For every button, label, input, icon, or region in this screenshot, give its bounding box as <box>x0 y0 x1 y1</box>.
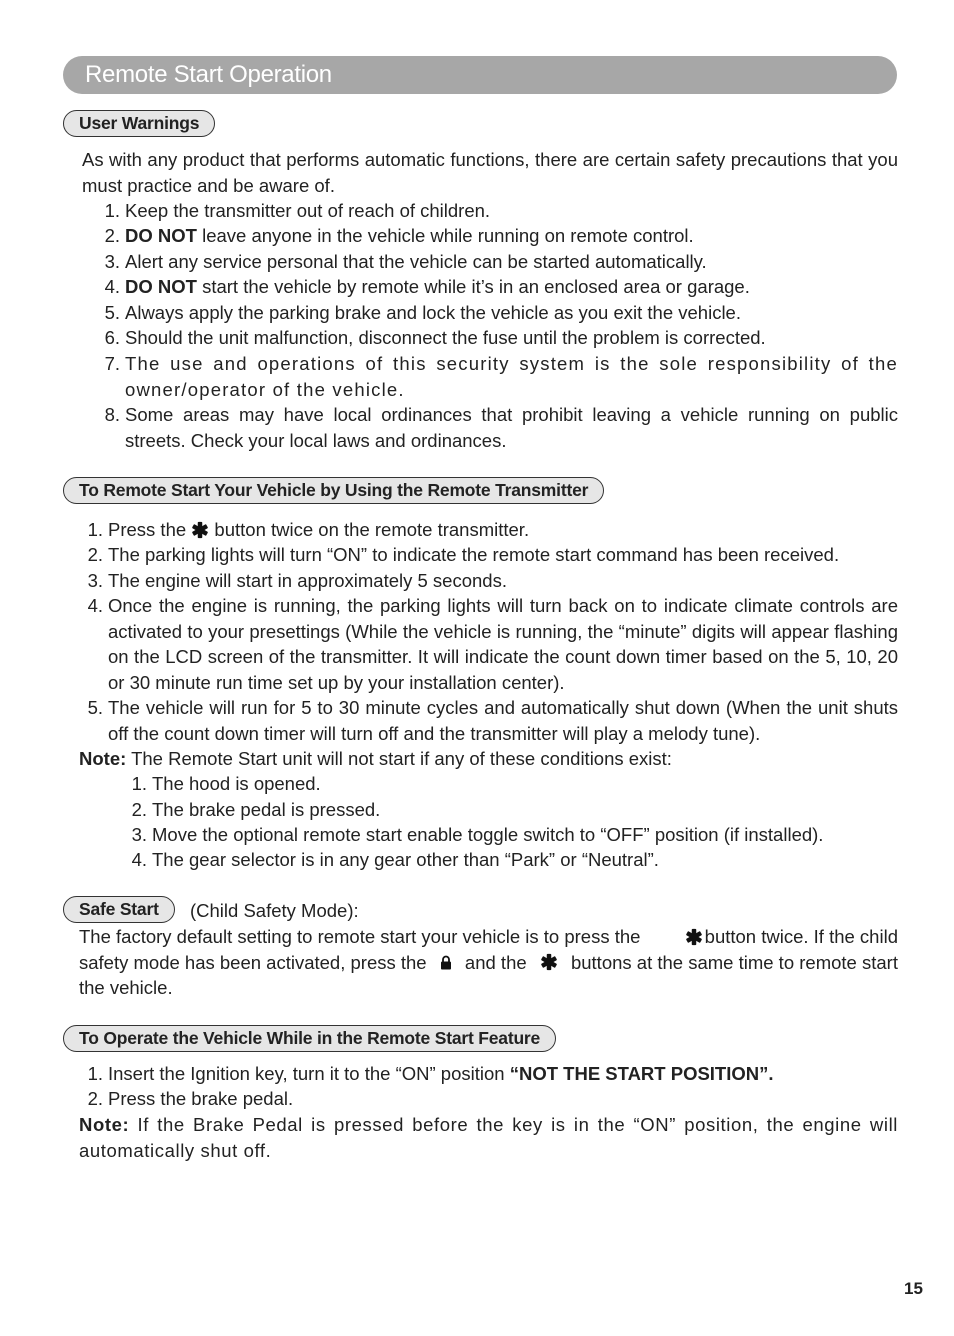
list-item: 4. DO NOT start the vehicle by remote while it’s in an enclosed area or garage. <box>104 276 750 297</box>
list-item: 8. Some areas may have local ordinances that prohibit leaving a vehicle running on public streets. Check your local laws and ordinances. <box>104 404 898 451</box>
list-item: 2. Press the brake pedal. <box>87 1088 294 1109</box>
section-heading-remote-start: To Remote Start Your Vehicle by Using the Remote Transmitter <box>63 477 604 504</box>
list-item: 3. Alert any service personal that the vehicle can be started automatically. <box>104 251 707 272</box>
lock-icon <box>440 955 452 970</box>
user-warnings-intro: As with any product that performs automatic functions, there are certain safety precautions that you must practice and be aware of. <box>82 149 898 196</box>
list-item: 4. Once the engine is running, the parking lights will turn back on to indicate climate controls are activated to your presettings (While the vehicle is running, the “minute” digits will appear flashing on the LCD screen of the transmitter. It will indicate the count down timer based on the 5, 10, 20 or 30 minute run time set up by your installation center). <box>87 595 898 693</box>
list-item: 6. Should the unit malfunction, disconnect the fuse until the problem is corrected. <box>104 327 766 348</box>
safe-start-line-2: safety mode has been activated, press the and the buttons at the same time to remote start <box>79 951 898 973</box>
safe-start-paragraph <box>79 924 898 1001</box>
list-item: 4. The gear selector is in any gear other than “Park” or “Neutral”. <box>131 849 659 870</box>
list-item: 1. Insert the Ignition key, turn it to the “ON” position “NOT THE START POSITION”. <box>87 1063 774 1084</box>
list-item: 2. The brake pedal is pressed. <box>131 799 381 820</box>
page-title: Remote Start Operation <box>63 56 897 94</box>
safe-start-line-3: the vehicle. <box>79 977 173 998</box>
section-heading-safe-start: Safe Start <box>63 896 175 923</box>
asterisk-start-icon <box>685 928 703 946</box>
section-heading-operate: To Operate the Vehicle While in the Remote Start Feature <box>63 1025 556 1052</box>
list-item: 2. The parking lights will turn “ON” to indicate the remote start command has been received. <box>87 544 840 565</box>
list-item: 3. The engine will start in approximately 5 seconds. <box>87 570 507 591</box>
list-item: 7. The use and operations of this security system is the sole responsibility of the owner/operator of the vehicle. <box>104 353 898 400</box>
list-item: 5. Always apply the parking brake and lock the vehicle as you exit the vehicle. <box>104 302 741 323</box>
safe-start-subtitle: (Child Safety Mode): <box>190 900 359 921</box>
asterisk-start-icon <box>540 953 558 971</box>
list-item: 3. Move the optional remote start enable toggle switch to “OFF” position (if installed). <box>131 824 824 845</box>
operate-note: Note: If the Brake Pedal is pressed before the key is in the “ON” position, the engine will automatically shut off. <box>79 1114 898 1161</box>
list-item: 1. Press the button twice on the remote transmitter. <box>87 519 530 540</box>
page-number: 15 <box>904 1279 923 1298</box>
asterisk-start-icon <box>191 521 209 539</box>
safe-start-line-1: The factory default setting to remote start your vehicle is to press the button twice. If the child <box>79 926 898 947</box>
list-item: 5. The vehicle will run for 5 to 30 minute cycles and automatically shut down (When the unit shuts off the count down timer will turn off and the transmitter will play a melody tune). <box>87 697 898 744</box>
remote-start-note: Note: The Remote Start unit will not start if any of these conditions exist: <box>79 748 672 769</box>
list-item: 1. Keep the transmitter out of reach of children. <box>104 200 491 221</box>
list-item: 1. The hood is opened. <box>131 773 321 794</box>
section-heading-user-warnings: User Warnings <box>63 110 215 137</box>
list-item: 2. DO NOT leave anyone in the vehicle while running on remote control. <box>104 225 694 246</box>
